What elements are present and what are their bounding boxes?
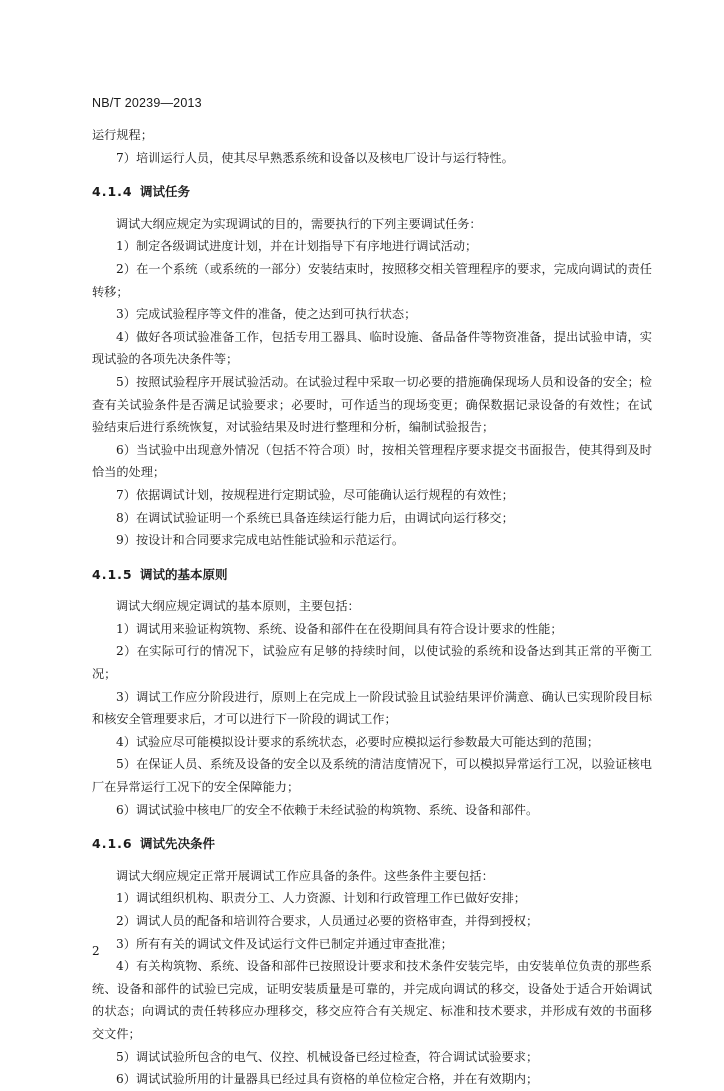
paragraph: 8）在调试试验证明一个系统已具备连续运行能力后，由调试向运行移交；	[116, 510, 514, 525]
section-title: 调试任务	[140, 184, 191, 200]
body-text	[92, 124, 652, 1091]
paragraph: 5）按照试验程序开展试验活动。在试验过程中采取一切必要的措施确保现场人员和设备的安全；检查有关试验条件是否满足试验要求；必要时，可作适当的现场变更；确保数据记录设备的有效性；在试验结束后进行系统恢复，对试验结果及时进行整理和分析，编制试验报告；	[92, 374, 652, 435]
paragraph: 4）有关构筑物、系统、设备和部件已按照设计要求和技术条件安装完毕，由安装单位负责的那些系统、设备和部件的试验已完成，证明安装质量是可靠的，并完成向调试的移交，设备处于适合开始调试的状态；向调试的责任转移应办理移交，移交应符合有关规定、标准和技术要求，并形成有效的书面移交文件；	[92, 959, 652, 1041]
paragraph: 6）当试验中出现意外情况（包括不符合项）时，按相关管理程序要求提交书面报告，使其得到及时恰当的处理；	[92, 442, 652, 480]
paragraph: 4）做好各项试验准备工作，包括专用工器具、临时设施、备品备件等物资准备，提出试验申请，实现试验的各项先决条件等；	[92, 329, 652, 367]
section-heading	[92, 833, 652, 856]
paragraph: 5）在保证人员、系统及设备的安全以及系统的清洁度情况下，可以模拟异常运行工况，以验证核电厂在异常运行工况下的安全保障能力；	[92, 757, 652, 795]
paragraph: 2）在一个系统（或系统的一部分）安装结束时，按照移交相关管理程序的要求，完成向调试的责任转移；	[92, 261, 652, 299]
section-number: 4.1.4	[92, 184, 133, 200]
section-title: 调试的基本原则	[140, 566, 228, 582]
paragraph: 1）调试组织机构、职责分工、人力资源、计划和行政管理工作已做好安排；	[116, 891, 526, 906]
section-title: 调试先决条件	[140, 836, 216, 852]
paragraph: 2）调试人员的配备和培训符合要求，人员通过必要的资格审查，并得到授权；	[116, 914, 539, 928]
paragraph: 调试大纲应规定正常开展调试工作应具备的条件。这些条件主要包括：	[116, 868, 494, 883]
section-heading	[92, 564, 652, 587]
paragraph: 7）依据调试计划，按规程进行定期试验，尽可能确认运行规程的有效性；	[116, 487, 514, 502]
paragraph: 9）按设计和合同要求完成电站性能试验和示范运行。	[116, 533, 405, 548]
section-number: 4.1.5	[92, 566, 133, 582]
paragraph: 运行规程；	[92, 128, 153, 142]
paragraph: 2）在实际可行的情况下，试验应有足够的持续时间，以使试验的系统和设备达到其正常的平衡工况；	[92, 644, 652, 682]
paragraph: 3）调试工作应分阶段进行，原则上在完成上一阶段试验且试验结果评价满意、确认已实现阶段目标和核安全管理要求后，才可以进行下一阶段的调试工作；	[92, 689, 652, 727]
paragraph: 7）培训运行人员，使其尽早熟悉系统和设备以及核电厂设计与运行特性。	[116, 150, 514, 165]
paragraph: 调试大纲应规定调试的基本原则，主要包括：	[116, 599, 360, 614]
paragraph: 5）调试试验所包含的电气、仪控、机械设备已经过检查，符合调试试验要求；	[116, 1049, 539, 1064]
section-heading	[92, 181, 652, 204]
paragraph: 1）调试用来验证构筑物、系统、设备和部件在在役期间具有符合设计要求的性能；	[116, 621, 563, 636]
paragraph: 3）所有有关的调试文件及试运行文件已制定并通过审查批准；	[116, 936, 453, 951]
paragraph: 6）调试试验所用的计量器具已经过具有资格的单位检定合格，并在有效期内；	[116, 1072, 539, 1087]
standard-number: NB/T 20239—2013	[92, 96, 202, 110]
paragraph: 4）试验应尽可能模拟设计要求的系统状态，必要时应模拟运行参数最大可能达到的范围；	[116, 734, 600, 749]
paragraph: 1）制定各级调试进度计划，并在计划指导下有序地进行调试活动；	[116, 239, 478, 254]
paragraph: 3）完成试验程序等文件的准备，使之达到可执行状态；	[116, 307, 417, 322]
page-number: 2	[92, 944, 100, 958]
paragraph: 调试大纲应规定为实现调试的目的，需要执行的下列主要调试任务：	[116, 216, 482, 231]
section-number: 4.1.6	[92, 836, 133, 852]
paragraph: 6）调试试验中核电厂的安全不依赖于未经试验的构筑物、系统、设备和部件。	[116, 802, 539, 817]
